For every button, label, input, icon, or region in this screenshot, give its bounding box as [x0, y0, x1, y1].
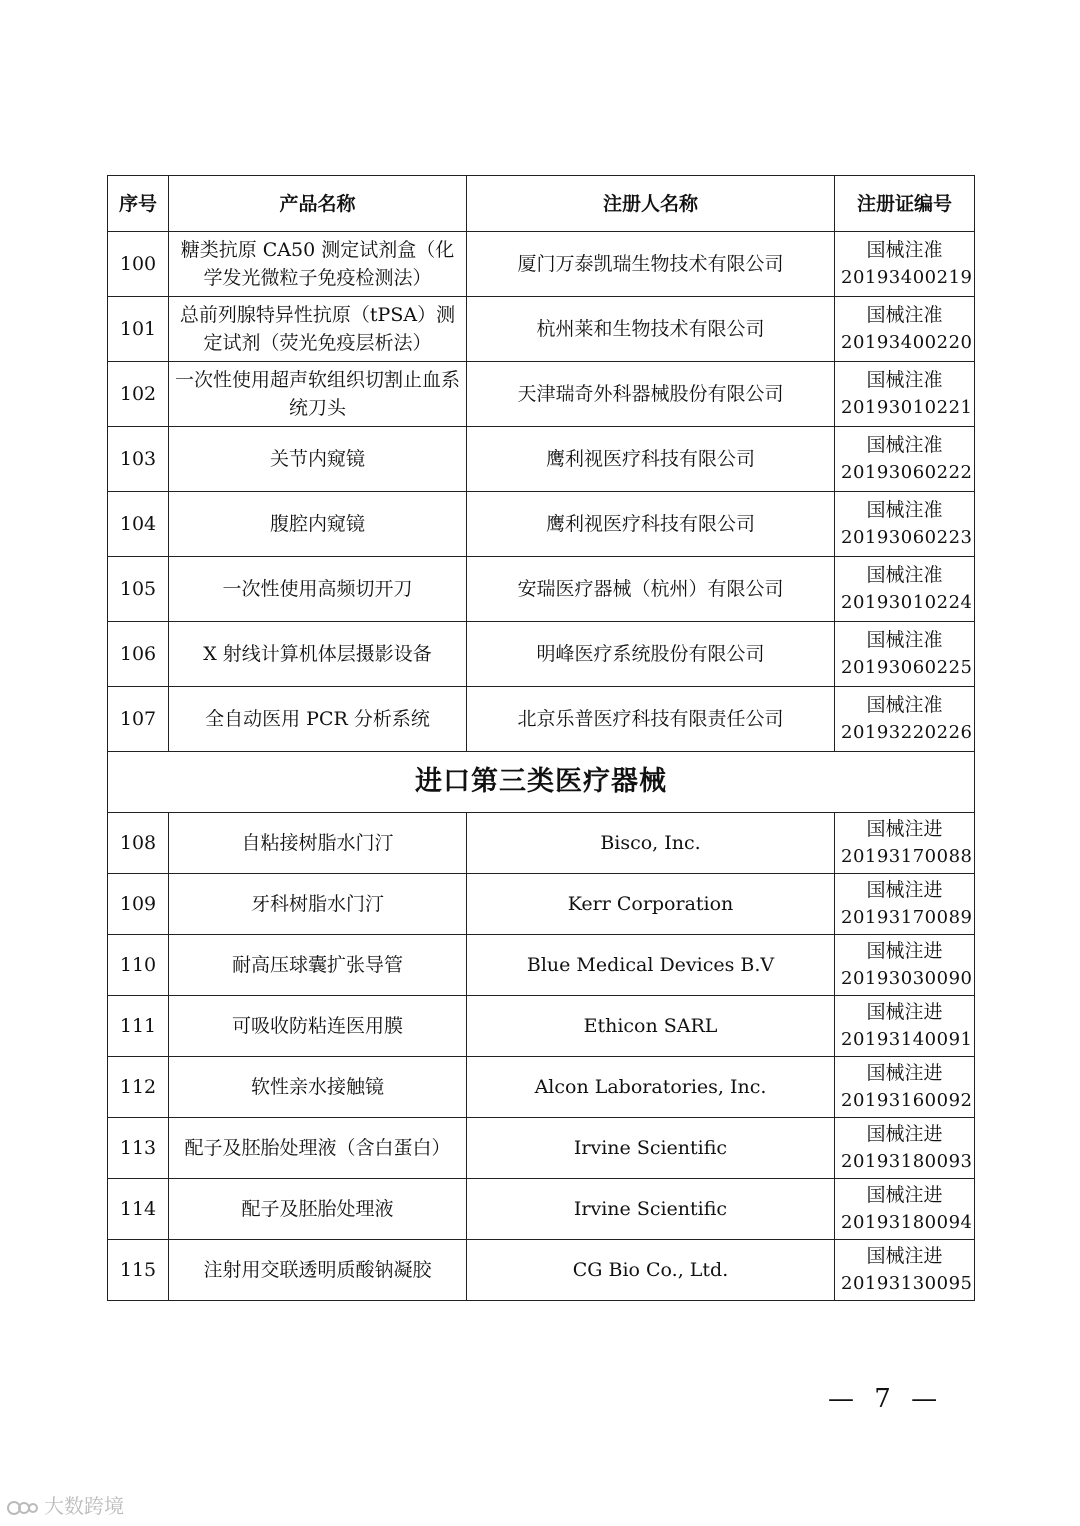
table-row — [108, 232, 975, 297]
table-row — [108, 427, 975, 492]
cert-prefix: 国械注进 — [866, 1123, 943, 1145]
cert-number — [835, 813, 975, 874]
cert-number — [835, 1179, 975, 1240]
cert-prefix: 国械注准 — [866, 369, 943, 391]
product-name: 糖类抗原 CA50 测定试剂盒（化学发光微粒子免疫检测法） — [169, 232, 467, 297]
serial-number: 104 — [108, 492, 169, 557]
cert-code: 20193060225 — [841, 657, 973, 678]
cert-number — [835, 362, 975, 427]
table-row — [108, 1118, 975, 1179]
cert-code: 20193180093 — [841, 1151, 973, 1172]
cert-prefix: 国械注进 — [866, 1001, 943, 1023]
section-row — [108, 752, 975, 813]
cert-number — [835, 492, 975, 557]
header-serial: 序号 — [108, 176, 169, 232]
registrant-name: Bisco, Inc. — [467, 813, 835, 874]
product-name: 配子及胚胎处理液（含白蛋白） — [169, 1118, 467, 1179]
page-number: — 7 — — [828, 1384, 944, 1414]
table-row — [108, 557, 975, 622]
serial-number: 108 — [108, 813, 169, 874]
table-row — [108, 1240, 975, 1301]
registrant-name: Kerr Corporation — [467, 874, 835, 935]
product-name: 注射用交联透明质酸钠凝胶 — [169, 1240, 467, 1301]
table-row — [108, 813, 975, 874]
serial-number: 113 — [108, 1118, 169, 1179]
cert-number — [835, 622, 975, 687]
cert-code: 20193010224 — [841, 592, 973, 613]
cert-prefix: 国械注进 — [866, 1062, 943, 1084]
table-row — [108, 1179, 975, 1240]
section-title: 进口第三类医疗器械 — [108, 752, 975, 813]
table-row — [108, 297, 975, 362]
table-row — [108, 622, 975, 687]
cert-code: 20193010221 — [841, 397, 973, 418]
watermark — [6, 1490, 124, 1519]
serial-number: 106 — [108, 622, 169, 687]
serial-number: 107 — [108, 687, 169, 752]
cert-number — [835, 1057, 975, 1118]
serial-number: 105 — [108, 557, 169, 622]
serial-number: 101 — [108, 297, 169, 362]
product-name: 软性亲水接触镜 — [169, 1057, 467, 1118]
cert-number — [835, 427, 975, 492]
watermark-logo-icon — [6, 1497, 40, 1519]
import-rows — [108, 813, 975, 1301]
registrant-name: 安瑞医疗器械（杭州）有限公司 — [467, 557, 835, 622]
registrant-name: Ethicon SARL — [467, 996, 835, 1057]
cert-prefix: 国械注准 — [866, 239, 943, 261]
cert-number — [835, 996, 975, 1057]
cert-code: 20193140091 — [841, 1029, 973, 1050]
registrant-name: 天津瑞奇外科器械股份有限公司 — [467, 362, 835, 427]
cert-number — [835, 1118, 975, 1179]
cert-code: 20193060222 — [841, 462, 973, 483]
cert-number — [835, 232, 975, 297]
cert-prefix: 国械注进 — [866, 818, 943, 840]
registrant-name: 厦门万泰凯瑞生物技术有限公司 — [467, 232, 835, 297]
serial-number: 112 — [108, 1057, 169, 1118]
cert-code: 20193030090 — [841, 968, 973, 989]
cert-code: 20193170088 — [841, 846, 973, 867]
table-row — [108, 1057, 975, 1118]
watermark-text: 大数跨境 — [44, 1494, 124, 1518]
product-name: 总前列腺特异性抗原（tPSA）测定试剂（荧光免疫层析法） — [169, 297, 467, 362]
product-name: 配子及胚胎处理液 — [169, 1179, 467, 1240]
cert-code: 20193060223 — [841, 527, 973, 548]
product-name: 关节内窥镜 — [169, 427, 467, 492]
cert-code: 20193220226 — [841, 722, 973, 743]
table-row — [108, 996, 975, 1057]
header-cert-number: 注册证编号 — [835, 176, 975, 232]
cert-prefix: 国械注进 — [866, 879, 943, 901]
cert-prefix: 国械注准 — [866, 304, 943, 326]
cert-prefix: 国械注准 — [866, 499, 943, 521]
cert-number — [835, 557, 975, 622]
cert-code: 20193400219 — [841, 267, 973, 288]
registrant-name: CG Bio Co., Ltd. — [467, 1240, 835, 1301]
cert-number — [835, 935, 975, 996]
serial-number: 115 — [108, 1240, 169, 1301]
serial-number: 109 — [108, 874, 169, 935]
serial-number: 111 — [108, 996, 169, 1057]
serial-number: 103 — [108, 427, 169, 492]
product-name: 一次性使用超声软组织切割止血系统刀头 — [169, 362, 467, 427]
product-name: 腹腔内窥镜 — [169, 492, 467, 557]
cert-code: 20193180094 — [841, 1212, 973, 1233]
registration-table — [107, 175, 975, 1301]
header-product-name: 产品名称 — [169, 176, 467, 232]
serial-number: 102 — [108, 362, 169, 427]
serial-number: 100 — [108, 232, 169, 297]
table-row — [108, 874, 975, 935]
cert-code: 20193400220 — [841, 332, 973, 353]
serial-number: 114 — [108, 1179, 169, 1240]
product-name: 可吸收防粘连医用膜 — [169, 996, 467, 1057]
header-registrant-name: 注册人名称 — [467, 176, 835, 232]
registrant-name: Alcon Laboratories, Inc. — [467, 1057, 835, 1118]
registrant-name: 北京乐普医疗科技有限责任公司 — [467, 687, 835, 752]
cert-prefix: 国械注准 — [866, 564, 943, 586]
cert-number — [835, 297, 975, 362]
registrant-name: 鹰利视医疗科技有限公司 — [467, 492, 835, 557]
cert-prefix: 国械注准 — [866, 694, 943, 716]
cert-prefix: 国械注进 — [866, 940, 943, 962]
registrant-name: 明峰医疗系统股份有限公司 — [467, 622, 835, 687]
registrant-name: 杭州莱和生物技术有限公司 — [467, 297, 835, 362]
cert-number — [835, 1240, 975, 1301]
product-name: 牙科树脂水门汀 — [169, 874, 467, 935]
cert-number — [835, 687, 975, 752]
table-row — [108, 362, 975, 427]
cert-number — [835, 874, 975, 935]
serial-number: 110 — [108, 935, 169, 996]
table-header-row — [108, 176, 975, 232]
domestic-rows — [108, 232, 975, 752]
product-name: 全自动医用 PCR 分析系统 — [169, 687, 467, 752]
cert-code: 20193130095 — [841, 1273, 973, 1294]
cert-prefix: 国械注准 — [866, 629, 943, 651]
cert-code: 20193170089 — [841, 907, 973, 928]
registrant-name: 鹰利视医疗科技有限公司 — [467, 427, 835, 492]
product-name: 一次性使用高频切开刀 — [169, 557, 467, 622]
cert-prefix: 国械注进 — [866, 1184, 943, 1206]
product-name: 自粘接树脂水门汀 — [169, 813, 467, 874]
table-row — [108, 492, 975, 557]
registrant-name: Irvine Scientific — [467, 1179, 835, 1240]
cert-prefix: 国械注进 — [866, 1245, 943, 1267]
product-name: 耐高压球囊扩张导管 — [169, 935, 467, 996]
registrant-name: Irvine Scientific — [467, 1118, 835, 1179]
table-row — [108, 687, 975, 752]
registrant-name: Blue Medical Devices B.V — [467, 935, 835, 996]
cert-prefix: 国械注准 — [866, 434, 943, 456]
cert-code: 20193160092 — [841, 1090, 973, 1111]
table-row — [108, 935, 975, 996]
product-name: X 射线计算机体层摄影设备 — [169, 622, 467, 687]
